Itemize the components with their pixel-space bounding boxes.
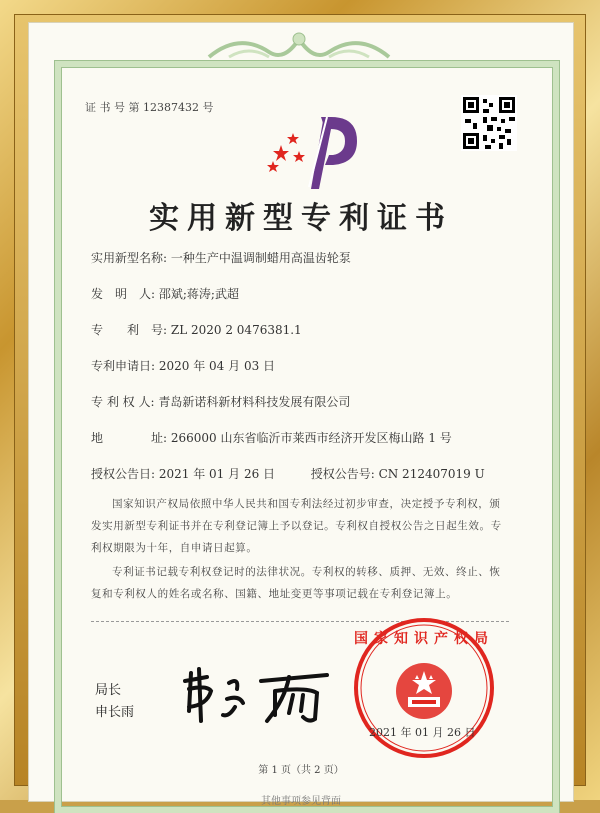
field-label-announcement-number: 授权公告号:: [310, 467, 375, 481]
bottom-note: 其他事项参见背面: [261, 796, 341, 807]
field-label: 授权公告日:: [91, 467, 156, 481]
certificate-title: 实用新型专利证书: [149, 201, 453, 236]
page-number: 第 1 页（共 2 页）: [258, 765, 344, 776]
field-patentee: [91, 393, 350, 410]
field-label: 专 利 号:: [91, 323, 168, 337]
certificate-paragraph-2: 专利证书记载专利权登记时的法律状况。专利权的转移、质押、无效、终止、恢复和专利权人的姓名或名称、国籍、地址变更等事项记载在专利登记簿上。: [91, 566, 501, 600]
certificate-number: 证 书 号 第 12387432 号: [85, 101, 214, 114]
cnipa-logo-icon: [259, 111, 369, 191]
field-value: 青岛新诺科新材料科技发展有限公司: [158, 395, 351, 409]
field-value: 2020 年 04 月 03 日: [158, 359, 276, 373]
field-value: 2021 年 01 月 26 日: [158, 467, 276, 481]
top-ornament-icon: [199, 27, 399, 67]
svg-text:国家知识产权局: 国家知识产权局: [354, 631, 494, 647]
field-utility-model-name: [91, 249, 351, 266]
qr-code-icon: [461, 95, 517, 151]
field-value: ZL 2020 2 0476381.1: [170, 323, 302, 337]
field-grant-date: [91, 465, 485, 482]
field-patent-number: [91, 321, 302, 338]
field-label: 地 址:: [91, 431, 168, 445]
field-label: 专 利 权 人:: [91, 395, 155, 409]
field-label: 发 明 人:: [91, 287, 156, 301]
field-inventor: [91, 285, 239, 302]
director-title: 局长: [95, 683, 122, 698]
handwritten-signature-icon: [177, 659, 347, 729]
field-application-date: [91, 357, 275, 374]
national-emblem-icon: [396, 663, 452, 719]
field-value-announcement-number: CN 212407019 U: [378, 467, 485, 481]
field-label: 专利申请日:: [91, 359, 156, 373]
field-value: 一种生产中温调制蜡用高温齿轮泵: [170, 251, 351, 265]
certificate-paragraph-1: 国家知识产权局依照中华人民共和国专利法经过初步审查，决定授予专利权，颁发实用新型专利证书并在专利登记簿上予以登记。专利权自授权公告之日起生效。专利权期限为十年，自申请日起算。: [91, 498, 502, 554]
field-label: 实用新型名称:: [91, 251, 168, 265]
seal-date: 2021 年 01 月 26 日: [369, 726, 476, 739]
director-name: 申长雨: [95, 705, 135, 720]
certificate-paper: [28, 22, 574, 807]
field-value: 邵斌;蒋涛;武超: [158, 287, 239, 301]
field-value: 266000 山东省临沂市莱西市经济开发区梅山路 1 号: [170, 431, 452, 445]
field-address: [91, 429, 452, 446]
